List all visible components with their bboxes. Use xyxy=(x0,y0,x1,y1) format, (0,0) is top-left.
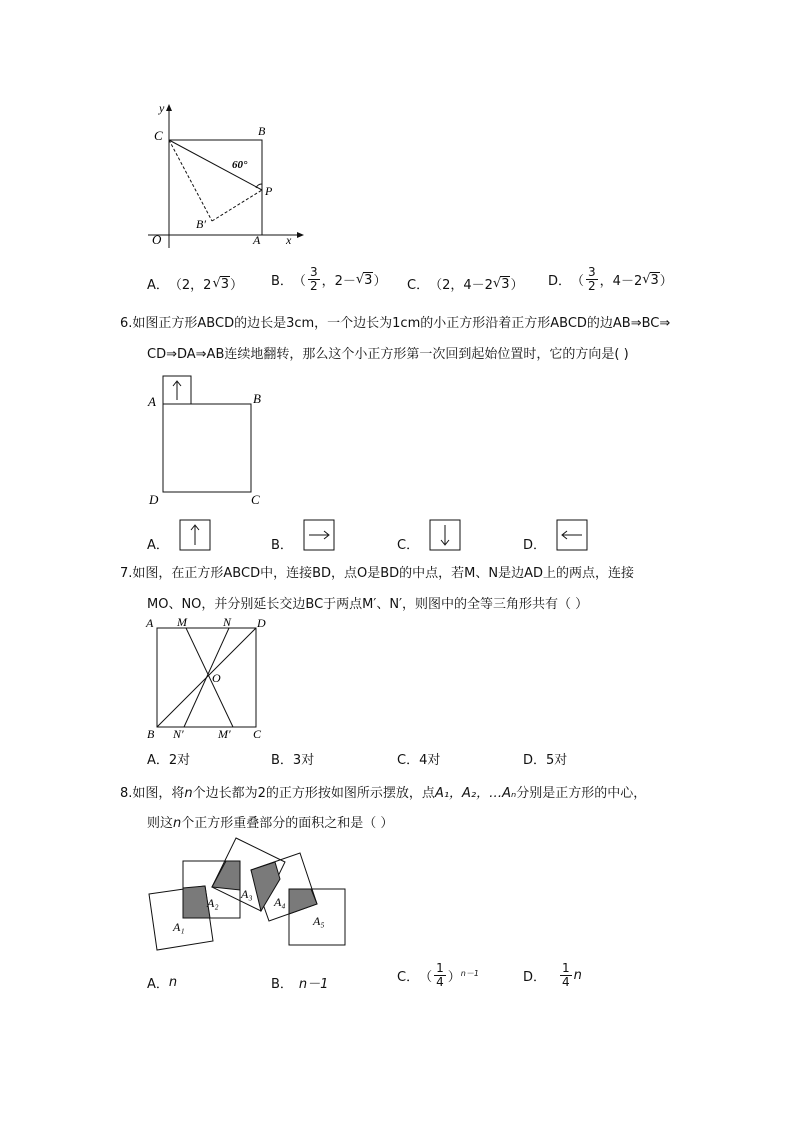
segment-CP xyxy=(169,140,262,190)
q7-figure xyxy=(140,612,275,742)
q7-line2: MO、NO，并分别延长交边BC于两点M′、N′，则图中的全等三角形共有（ ） xyxy=(147,597,589,612)
q8-option-d[interactable]: D． $\frac{1}{4}$ n xyxy=(523,961,582,989)
label-N-prime: N′ xyxy=(173,727,184,741)
label-A2: A₂ xyxy=(207,896,219,910)
label-P: P xyxy=(265,184,273,198)
label-A: A xyxy=(148,394,156,409)
y-axis-arrow xyxy=(166,104,172,111)
q6-line2: CD⇒DA⇒AB连续地翻转，那么这个小正方形第一次回到起始位置时，它的方向是( ) xyxy=(147,347,629,362)
q8-figure xyxy=(140,835,360,960)
fraction: $\frac{3}{2}$ xyxy=(309,265,318,293)
label-C: C xyxy=(253,727,262,741)
q8-option-c[interactable]: C． （ $\frac{1}{4}$ ） n－1 xyxy=(397,961,479,989)
label-B: B xyxy=(253,391,261,406)
label-M-prime: M′ xyxy=(218,727,231,741)
q5-option-d[interactable]: D． （ $\frac{3}{2}$ ，4－2 √ 3 ） xyxy=(548,265,673,293)
q7-line1: 7.如图，在正方形ABCD中，连接BD，点O是BD的中点，若M、N是边AD上的两点，连接 xyxy=(120,566,635,581)
arrow-right-icon xyxy=(303,519,335,551)
label-A: A xyxy=(253,233,261,247)
label-B: B xyxy=(258,124,266,138)
label-A: A xyxy=(146,616,154,630)
q6-option-a[interactable]: A． xyxy=(147,516,211,553)
q6-option-b[interactable]: B． xyxy=(271,516,335,553)
q5-option-b[interactable]: B． （ $\frac{3}{2}$ ，2－ √ 3 ） xyxy=(271,265,387,293)
q6-line1: 6.如图正方形ABCD的边长是3cm，一个边长为1cm的小正方形沿着正方形ABCD的边AB⇒BC⇒ xyxy=(120,316,671,331)
q7-option-b[interactable]: B． 3对 xyxy=(271,753,315,768)
segment-MM-prime xyxy=(186,628,233,727)
label-angle: 60° xyxy=(232,159,248,171)
label-C: C xyxy=(154,128,163,143)
q5-option-a[interactable]: A． （2，2 √ 3 ） xyxy=(147,276,244,293)
q6-figure xyxy=(140,370,270,510)
segment-B-prime-P xyxy=(212,190,262,221)
q8-option-a[interactable]: A． n xyxy=(147,975,178,992)
label-O: O xyxy=(212,671,221,685)
label-B: B xyxy=(147,727,155,741)
overlap-2 xyxy=(212,861,240,890)
arrow-up-icon xyxy=(179,519,211,551)
q7-option-d[interactable]: D． 5对 xyxy=(523,753,568,768)
overlap-4 xyxy=(289,889,317,914)
label-A5: A₅ xyxy=(313,914,325,928)
q7-option-c[interactable]: C． 4对 xyxy=(397,753,441,768)
fraction: $\frac{1}{4}$ xyxy=(562,961,570,989)
label-B-prime: B′ xyxy=(196,217,206,231)
q8-option-b[interactable]: B． n－1 xyxy=(271,977,329,992)
fraction: $\frac{1}{4}$ xyxy=(436,961,444,989)
arrow-down-icon xyxy=(429,519,461,551)
label-A1: A₁ xyxy=(173,920,185,934)
overlap-1 xyxy=(183,886,210,918)
segment-CB-prime xyxy=(169,140,212,221)
fraction: $\frac{3}{2}$ xyxy=(588,265,596,293)
label-D: D xyxy=(149,492,159,507)
q7-option-a[interactable]: A． 2对 xyxy=(147,753,191,768)
label-D: D xyxy=(257,616,266,630)
label-A4: A₄ xyxy=(274,895,286,909)
segment-NN-prime xyxy=(184,628,229,727)
rect-OABC xyxy=(169,140,262,235)
x-axis-arrow xyxy=(297,232,304,238)
big-square-ABCD xyxy=(163,404,251,492)
label-x: x xyxy=(286,233,292,247)
q8-line1: 8.如图，将n个边长都为2的正方形按如图所示摆放，点A₁，A₂，…Aₙ分别是正方形的中心， xyxy=(120,786,647,801)
q5-figure xyxy=(140,98,310,253)
label-C: C xyxy=(251,492,260,507)
label-O: O xyxy=(152,232,162,247)
q8-line2: 则这n个正方形重叠部分的面积之和是（ ） xyxy=(147,816,394,831)
label-y: y xyxy=(159,101,165,115)
label-N: N xyxy=(223,615,232,629)
arrow-left-icon xyxy=(556,519,588,551)
label-A3: A₃ xyxy=(241,887,253,901)
label-M: M xyxy=(177,615,187,629)
q5-option-c[interactable]: C． （2，4－2 √ 3 ） xyxy=(407,276,524,293)
q6-option-c[interactable]: C． xyxy=(397,516,461,553)
q6-option-d[interactable]: D． xyxy=(523,516,588,553)
